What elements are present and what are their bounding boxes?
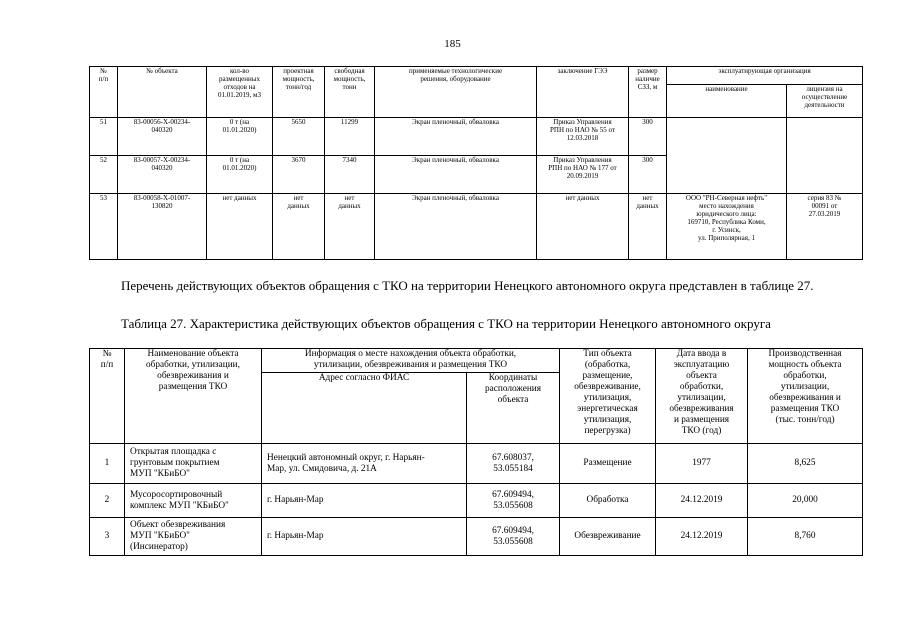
- table-cell: 0 т (на 01.01.2020): [207, 156, 273, 194]
- header-cell: Тип объекта (обработка, размещение, обезвреживание, утилизация, энергетическая утилизация, перегрузка): [560, 349, 656, 444]
- table-cell: Экран пленочный, обваловка: [375, 156, 537, 194]
- table-cell: Обработка: [560, 484, 656, 518]
- header-cell: Дата ввода в эксплуатацию объекта обработки, утилизации, обезвреживания и размещения ТКО (год): [656, 349, 748, 444]
- header-cell: Координаты расположения объекта: [467, 373, 560, 444]
- table-caption: Таблица 27. Характеристика действующих объектов обращения с ТКО на территории Ненецкого автономного округа: [121, 316, 771, 331]
- table-cell: 2: [90, 484, 125, 518]
- table-cell: Мусоросортировочный комплекс МУП "КБиБО": [125, 484, 262, 518]
- header-cell: № объекта: [118, 67, 207, 118]
- table-cell: нет данных: [325, 194, 375, 260]
- table-header-row: [90, 349, 863, 373]
- header-cell: Наименование объекта обработки, утилизации, обезвреживания и размещения ТКО: [125, 349, 262, 444]
- table-cell: 0 т (на 01.01.2020): [207, 118, 273, 156]
- table-cell: Обезвреживание: [560, 518, 656, 556]
- waste-sites-table: [89, 66, 863, 260]
- header-cell: заключение ГЭЭ: [537, 67, 629, 118]
- header-cell: наименование: [667, 85, 787, 118]
- header-cell: Информация о месте нахождения объекта обработки, утилизации, обезвреживания и размещения ТКО: [262, 349, 560, 373]
- table-cell: 24.12.2019: [656, 518, 748, 556]
- table-cell: 8,625: [748, 444, 863, 484]
- table-cell: 24.12.2019: [656, 484, 748, 518]
- tko-facilities-table: [89, 348, 863, 556]
- table-cell: 5650: [273, 118, 325, 156]
- header-cell: проектная мощность, тонн/год: [273, 67, 325, 118]
- table-cell: ООО "РН-Северная нефть" место нахождения юридического лица: 169710, Республика Коми, г. Усинск, ул. Приполярная, 1: [667, 194, 787, 260]
- table-cell: 1: [90, 444, 125, 484]
- header-cell: свободная мощность, тонн: [325, 67, 375, 118]
- table-row: [90, 484, 863, 518]
- table-cell: [667, 118, 787, 194]
- table-cell: 8,760: [748, 518, 863, 556]
- table-cell: 67.609494, 53.055608: [467, 518, 560, 556]
- table-cell: 20,000: [748, 484, 863, 518]
- table-row: [90, 194, 863, 260]
- table-cell: Экран пленочный, обваловка: [375, 194, 537, 260]
- table-cell: Размещение: [560, 444, 656, 484]
- table-cell: 67.608037, 53.055184: [467, 444, 560, 484]
- table-cell: нет данных: [537, 194, 629, 260]
- page-number: 185: [444, 38, 461, 50]
- table-header-row: [90, 67, 863, 85]
- table-cell: 7340: [325, 156, 375, 194]
- table-cell: Экран пленочный, обваловка: [375, 118, 537, 156]
- table-cell: нет данных: [629, 194, 667, 260]
- table-cell: 83-00058-Х-01007- 130820: [118, 194, 207, 260]
- header-cell: кол-во размещенных отходов на 01.01.2019, м3: [207, 67, 273, 118]
- table-cell: 300: [629, 118, 667, 156]
- table-cell: 3: [90, 518, 125, 556]
- table-cell: [787, 118, 863, 194]
- table-cell: 1977: [656, 444, 748, 484]
- table-cell: 67.609494, 53.055608: [467, 484, 560, 518]
- table-cell: г. Нарьян-Мар: [262, 484, 467, 518]
- table-cell: 83-00056-Х-00234- 040320: [118, 118, 207, 156]
- table-cell: 53: [90, 194, 118, 260]
- header-cell: лицензия на осуществление деятельности: [787, 85, 863, 118]
- header-cell: эксплуатирующая организация: [667, 67, 863, 85]
- table-cell: Ненецкий автономный округ, г. Нарьян- Мар, ул. Смидовича, д. 21А: [262, 444, 467, 484]
- table-cell: 52: [90, 156, 118, 194]
- header-cell: применяемые технологические решения, оборудование: [375, 67, 537, 118]
- header-cell: Адрес согласно ФИАС: [262, 373, 467, 444]
- intro-paragraph: Перечень действующих объектов обращения с ТКО на территории Ненецкого автономного округа представлен в таблице 27.: [121, 278, 814, 293]
- table-cell: нет данных: [207, 194, 273, 260]
- header-cell: № п/п: [90, 67, 118, 118]
- table-cell: нет данных: [273, 194, 325, 260]
- table-cell: 300: [629, 156, 667, 194]
- table-row: [90, 118, 863, 156]
- header-cell: Производственная мощность объекта обработки, утилизации, обезвреживания и размещения ТКО (тыс. тонн/год): [748, 349, 863, 444]
- table-row: [90, 518, 863, 556]
- table-cell: серия 83 № 00091 от 27.03.2019: [787, 194, 863, 260]
- table-cell: 11299: [325, 118, 375, 156]
- table-cell: Приказ Управления РПН по НАО № 177 от 20.09.2019: [537, 156, 629, 194]
- table-cell: Приказ Управления РПН по НАО № 55 от 12.03.2018: [537, 118, 629, 156]
- table-cell: 83-00057-Х-00234- 040320: [118, 156, 207, 194]
- table-cell: 51: [90, 118, 118, 156]
- header-cell: № п/п: [90, 349, 125, 444]
- table-cell: Открытая площадка с грунтовым покрытием МУП "КБиБО": [125, 444, 262, 484]
- table-row: [90, 444, 863, 484]
- table-cell: г. Нарьян-Мар: [262, 518, 467, 556]
- header-cell: размер наличие СЗЗ, м: [629, 67, 667, 118]
- table-cell: Объект обезвреживания МУП "КБиБО" (Инсинератор): [125, 518, 262, 556]
- table-cell: 3670: [273, 156, 325, 194]
